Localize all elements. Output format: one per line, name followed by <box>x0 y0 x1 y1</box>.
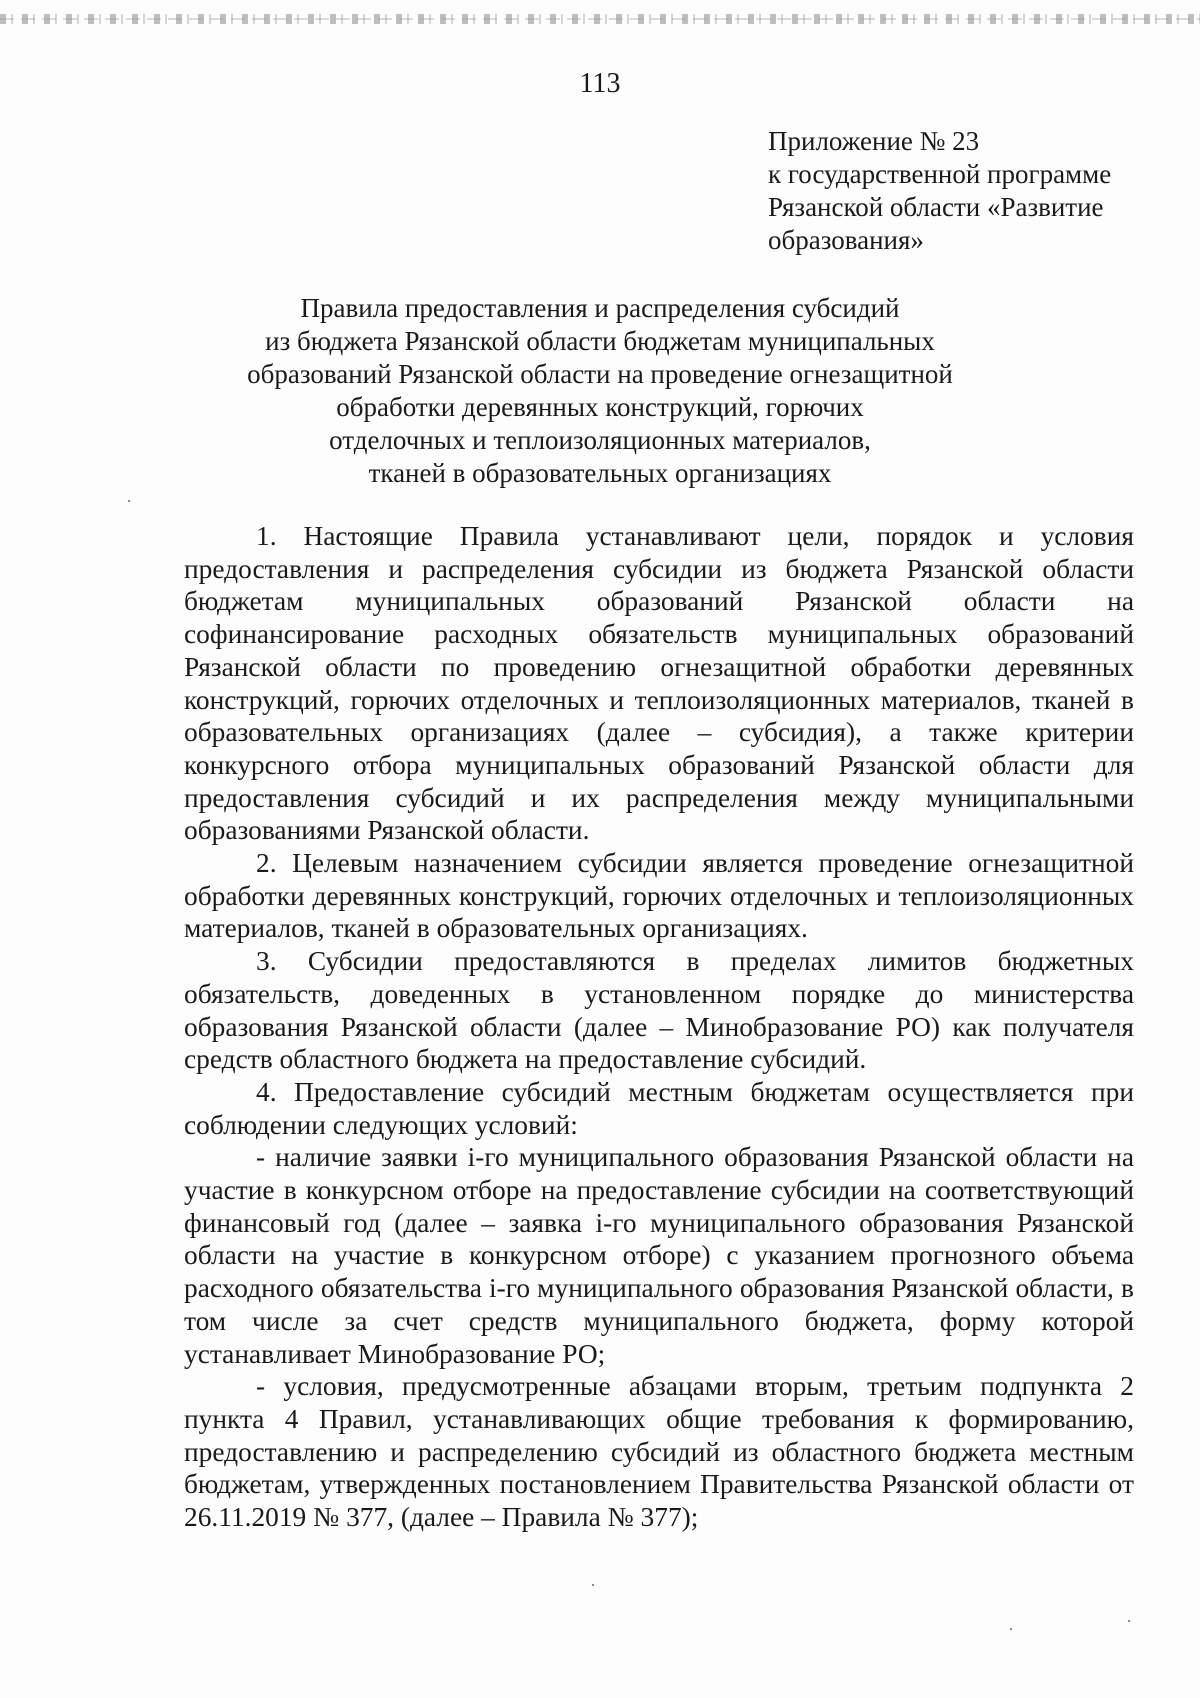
paragraph-4: 4. Предоставление субсидий местным бюджетам осуществляется при соблюдении следующих условий: <box>184 1076 1134 1140</box>
annex-header <box>768 125 1148 257</box>
title-line: Правила предоставления и распределения субсидий <box>300 293 900 323</box>
annex-line: к государственной программе <box>768 159 1112 189</box>
scan-artifact-top-line <box>0 18 1200 20</box>
title-line: обработки деревянных конструкций, горючих <box>336 392 864 422</box>
paragraph-condition-2: - условия, предусмотренные абзацами вторым, третьим подпункта 2 пункта 4 Правил, устанавливающих общие требования к формированию, предоставлению и распределению субсидий из областного бюджета местным бюджетам, утвержденных постановлением Правительства Рязанской области от 26.11.2019 № 377, (далее – Правила № 377); <box>184 1371 1134 1533</box>
paragraph-2: 2. Целевым назначением субсидии является проведение огнезащитной обработки деревянных конструкций, горючих отделочных и теплоизоляционных материалов, тканей в образовательных организациях. <box>184 848 1134 944</box>
scan-speck <box>1010 1628 1012 1630</box>
document-body <box>184 520 1134 1534</box>
title-line: из бюджета Рязанской области бюджетам муниципальных <box>265 326 935 356</box>
annex-line: Приложение № 23 <box>768 126 980 156</box>
title-line: тканей в образовательных организациях <box>368 458 832 488</box>
paragraph-1: 1. Настоящие Правила устанавливают цели, порядок и условия предоставления и распределения субсидии из бюджета Рязанской области бюджетам муниципальных образований Рязанской области на софинансирование расходных обязательств муниципальных образований Рязанской области по проведению огнезащитной обработки деревянных конструкций, горючих отделочных и теплоизоляционных материалов, тканей в образовательных организациях (далее – субсидия), а также критерии конкурсного отбора муниципальных образований Рязанской области для предоставления субсидий и их распределения между муниципальными образованиями Рязанской области. <box>184 521 1134 846</box>
paragraph-3: 3. Субсидии предоставляются в пределах лимитов бюджетных обязательств, доведенных в установленном порядке до министерства образования Рязанской области (далее – Минобразование РО) как получателя средств областного бюджета на предоставление субсидий. <box>184 946 1134 1075</box>
scan-speck <box>128 500 130 502</box>
page-number: 113 <box>579 68 621 99</box>
title-line: отделочных и теплоизоляционных материалов, <box>329 425 871 455</box>
annex-line: образования» <box>768 225 924 255</box>
scan-speck <box>1128 1620 1130 1622</box>
scan-speck <box>592 1584 594 1586</box>
title-line: образований Рязанской области на проведение огнезащитной <box>247 359 953 389</box>
annex-line: Рязанской области «Развитие <box>768 192 1104 222</box>
paragraph-condition-1: - наличие заявки i-го муниципального образования Рязанской области на участие в конкурсном отборе на предоставление субсидии на соответствующий финансовый год (далее – заявка i-го муниципального образования Рязанской области на участие в конкурсном отборе) с указанием прогнозного объема расходного обязательства i-го муниципального образования Рязанской области, в том числе за счет средств муниципального бюджета, форму которой устанавливает Минобразование РО; <box>184 1142 1134 1369</box>
document-title <box>150 292 1050 490</box>
